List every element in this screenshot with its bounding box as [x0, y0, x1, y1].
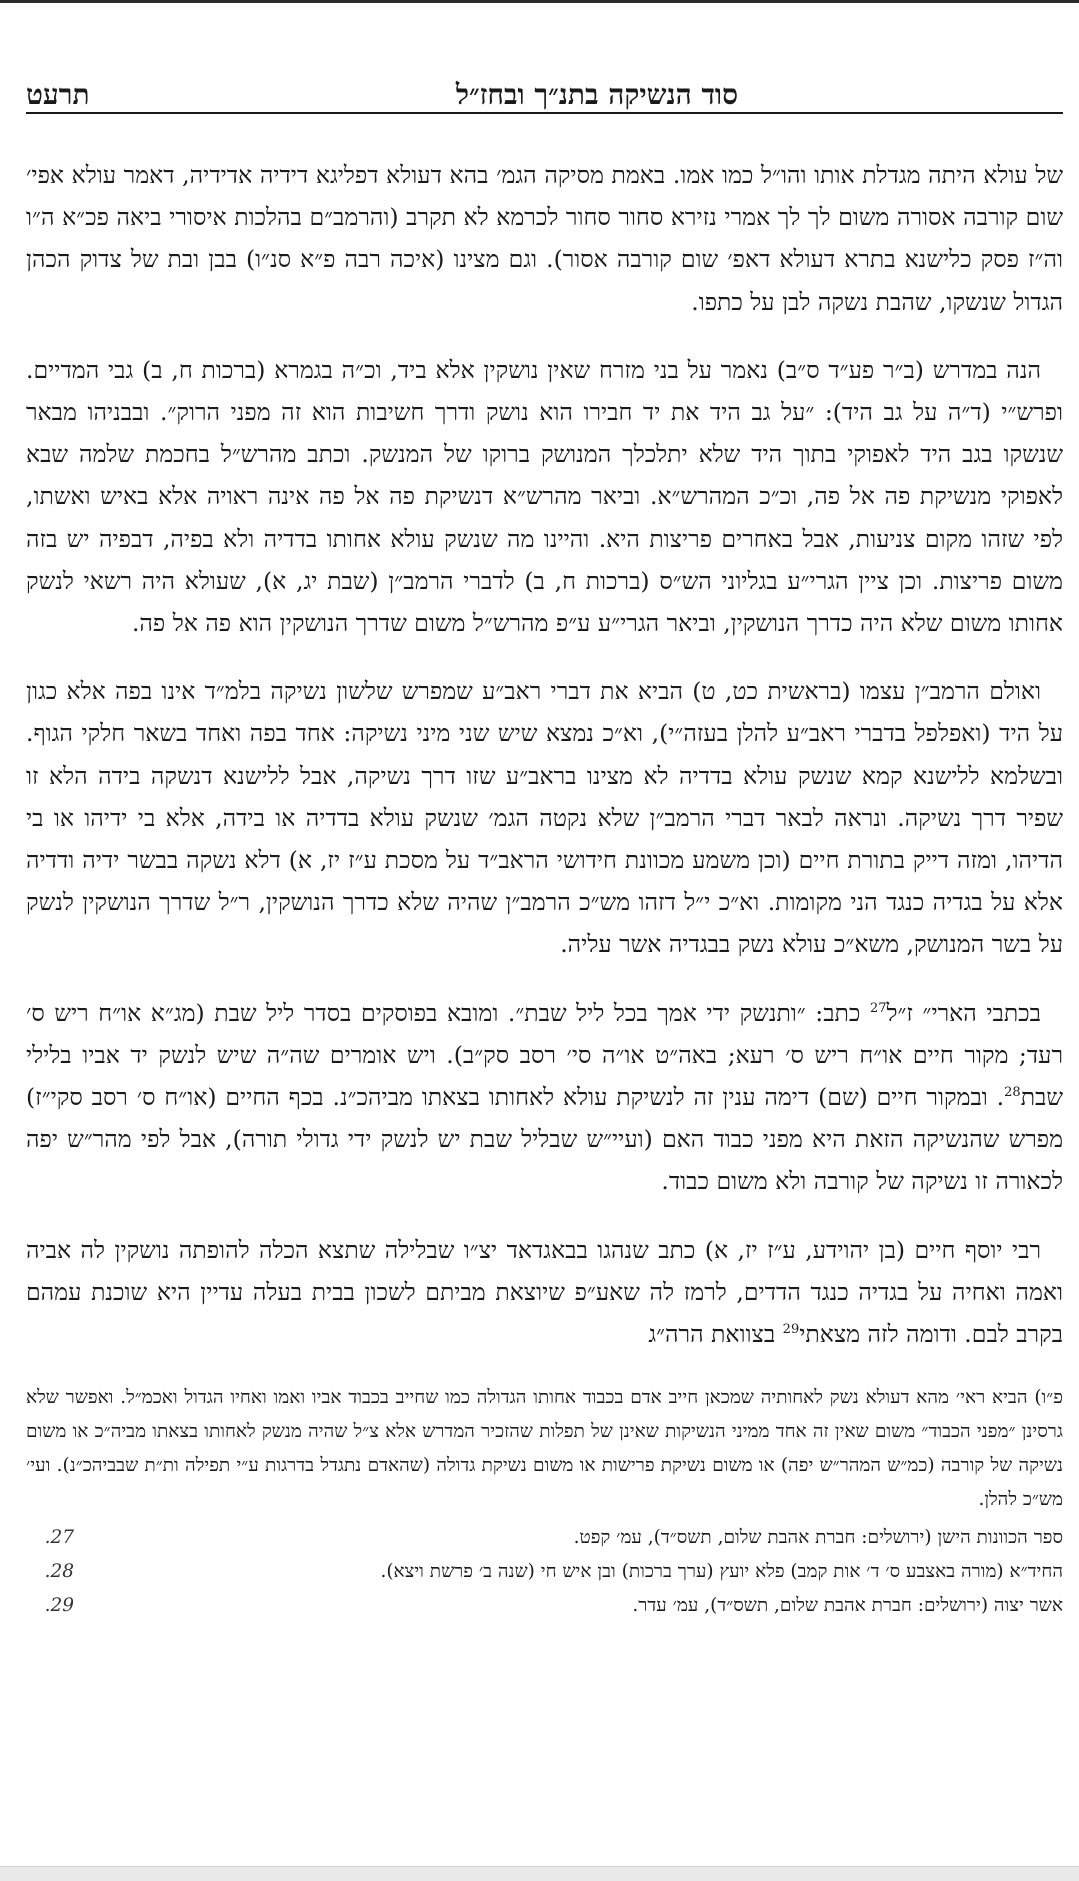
running-header — [26, 56, 1063, 114]
footnotes-section — [26, 1381, 1063, 1623]
paragraph-3 — [26, 670, 1063, 965]
paragraph-5-text-end: בצוואת הרה״ג — [648, 1320, 783, 1349]
footnote-ref-29[interactable]: 29 — [782, 1322, 800, 1338]
running-title: סוד הנשיקה בתנ״ך ובחז״ל — [455, 78, 738, 111]
paragraph-4-text-end: . ובמקור חיים (שם) דימה ענין זה לנשיקת עולא לאחותו בצאתו מביהכ״נ. בכף החיים (או״ח ס׳ רסב סקי״ז) מפרש שהנשיקה הזאת היא מפני כבוד האם (ועיי״ש שבליל שבת יש לנשק ידי גדולי תורה), אבל לפי מהר״ש יפה לכאורה זו נשיקה של קורבה ולא משום כבוד. — [26, 1083, 1063, 1196]
paragraph-3-text: ואולם הרמב״ן עצמו (בראשית כט, ט) הביא את דברי ראב״ע שמפרש שלשון נשיקה בלמ״ד אינו בפה אלא כגון על היד (ואפלפל בדברי ראב״ע להלן בעזה״י), וא״כ נמצא שיש שני מיני נשיקה: אחד בפה ואחד בשאר חלקי הגוף. ובשלמא ללישנא קמא שנשק עולא בדדיה לא מצינו בראב״ע שזו דרך נשיקה, אבל ללישנא דנשקה בידה הלא זו שפיר דרך נשיקה. ונראה לבאר דברי הרמב״ן שלא נקטה הגמ׳ שנשק עולא בדדיה או בידה, אלא בי ידיהו או בי הדיהו, ומזה דייק בתורת חיים (וכן משמע מכוונת חידושי הראב״ד על מסכת ע״ז יז, א) דלא נשקה בבשר ידיה ודדיה אלא על בגדיה כנגד הני מקומות. וא״כ י״ל דזהו מש״כ הרמב״ן שהיה שלא כדרך הנושקין, ר״ל שדרך הנושקין לנשק על בשר המנושק, משא״כ עולא נשק בבגדיה אשר עליה. — [26, 677, 1064, 959]
footnote-29 — [26, 1589, 1063, 1623]
footnote-ref-27[interactable]: 27 — [869, 1000, 887, 1016]
paragraph-5-text: רבי יוסף חיים (בן יהוידע, ע״ז יז, א) כתב שנהגו בבאגדאד יצ״ו שבלילה שתצא הכלה להופתה נושקין לה אביה ואמה ואחיה על בגדיה כנגד הדדים, לרמז לה שאע״פ שיוצאת מביתם לשכון בבית בעלה עדיין היא שוכנת עמהם בקרב לבם. ודומה לזה מצאתי — [26, 1235, 1063, 1349]
footnote-29-text: אשר יצוה (ירושלים: חברת אהבת שלום, תשס״ד), עמ׳ עדר. — [632, 1595, 1063, 1617]
main-text — [26, 154, 1063, 1355]
bottom-bar — [0, 1866, 1079, 1881]
top-border — [0, 0, 1079, 3]
footnote-ref-28[interactable]: 28 — [1004, 1085, 1021, 1101]
paragraph-1: של עולא היתה מגדלת אותו והו״ל כמו אמו. באמת מסיקה הגמ׳ בהא דעולא דפליגא דידיה אדידיה, דאמר עולא אפי׳ שום קורבה אסורה משום לך לך אמרי נזירא סחור סחור לכרמא לא תקרב (והרמב״ם בהלכות איסורי ביאה פכ״א ה״ו וה״ז פסק כלישנא בתרא דעולא דאפ׳ שום קורבה אסור). וגם מצינו (איכה רבה פ״א סנ״ו) בבן ובת של צדוק הכהן הגדול שנשקו, שהבת נשקה לבן על כתפו. — [26, 161, 1063, 316]
paragraph-2-text: הנה במדרש (ב״ר פע״ד ס״ב) נאמר על בני מזרח שאין נושקין אלא ביד, וכ״ה בגמרא (ברכות ח, ב) גבי המדיים. ופרש״י (ד״ה על גב היד): ״על גב היד את יד חבירו הוא נושק ודרך חשיבות הוא זה מפני הרוק״. ובבניהו מבאר שנשקו בגב היד לאפוקי בתוך היד שלא יתלכלך המנושק ברוקו של המנשק. וכתב מהרש״ל בחכמת שלמה שבא לאפוקי מנשיקת פה אל פה, וכ״כ המהרש״א. וביאר מהרש״א דנשיקת פה אל פה אינה ראויה אלא באיש ואשתו, לפי שזהו מקום צניעות, אבל באחרים פריצות היא. והיינו מה שנשק עולא אחותו בדדיה ולא בפיה, דבפיה יש בזה משום פריצות. וכן ציין הגרי״ע בגליוני הש״ס (ברכות ח, ב) לדברי הרמב״ן (שבת יג, א), שעולא היה רשאי לנשק אחותו משום שלא היה כדרך הנושקין, וביאר הגרי״ע ע״פ מהרש״ל משום שדרך הנושקין הוא פה אל פה. — [26, 355, 1063, 638]
footnote-28-number: 28. — [44, 1561, 74, 1583]
paragraph-4 — [26, 992, 1063, 1203]
paragraph-2 — [26, 349, 1063, 644]
paragraph-4-lead: בכתבי הארי״ ז״ל — [886, 998, 1041, 1027]
footnote-28-text: החיד״א (מורה באצבע ס׳ ד׳ אות קמב) פלא יועץ (ערך ברכות) ובן איש חי (שנה ב׳ פרשת ויצא). — [380, 1561, 1063, 1583]
footnote-27-text: ספר הכוונות הישן (ירושלים: חברת אהבת שלום, תשס״ד), עמ׳ קפט. — [573, 1527, 1063, 1549]
book-page — [26, 56, 1063, 1623]
footnote-continued: פ״ו) הביא ראי׳ מהא דעולא נשק לאחותיה שמכאן חייב אדם בכבוד אחותו הגדולה כמו שחייב בכבוד אביו ואמו ואחיו הגדול ואכמ״ל. ואפשר שלא גרסינן ״מפני הכבוד״ משום שאין זה אחד ממיני הנשיקות שאינן של תפלות שהזכיר המדרש אלא צ״ל שהיה מנשק לאחותו בצאתו מביה״כ או משום נשיקה של קורבה (כמ״ש המהר״ש יפה) או משום נשיקת פרישות או משום נשיקת גדולה (שהאדם נתגדל בדרגות ע״י תפילה ות״ת שבביהכ״נ). ועי׳ מש״כ להלן. — [26, 1387, 1063, 1511]
paragraph-4-text: כתב: ״ותנשק ידי אמך בכל ליל שבת״. ומובא בפוסקים בסדר ליל שבת (מג״א או״ח ריש ס׳ רעד; מקור חיים או״ח ריש ס׳ רעא; באה״ט או״ה סי׳ רסב סק״ב). ויש אומרים שה״ה שיש לנשק יד אביו בלילי שבת — [26, 998, 1063, 1112]
footnote-27 — [26, 1521, 1063, 1555]
footnote-list — [26, 1521, 1063, 1623]
footnote-28 — [26, 1555, 1063, 1589]
page-number: תרעט — [26, 78, 90, 111]
footnote-27-number: 27. — [44, 1527, 74, 1549]
footnote-29-number: 29. — [44, 1595, 74, 1617]
paragraph-5 — [26, 1229, 1063, 1356]
